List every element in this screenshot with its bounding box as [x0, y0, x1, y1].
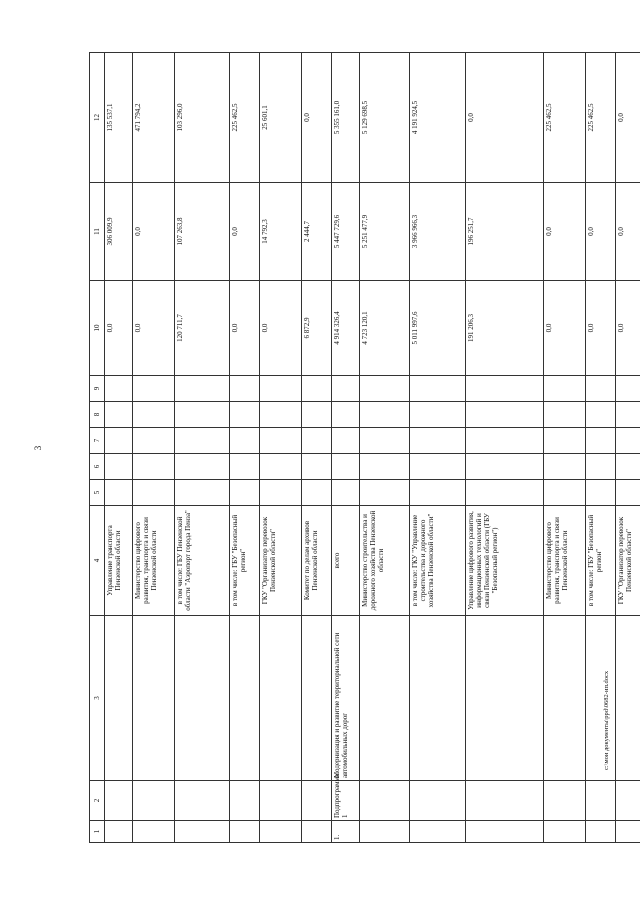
cell-c7: [544, 428, 586, 454]
cell-c8: [175, 402, 230, 428]
cell-c3: [360, 616, 410, 781]
cell-c11: 5 251 477,9: [360, 183, 410, 281]
cell-c6: [466, 454, 544, 480]
cell-c9: [466, 376, 544, 402]
page-number: 3: [33, 445, 43, 451]
cell-c10: 0,0: [586, 281, 616, 376]
footer-file-path: c:\мои документы\ppd\0682-ип.docx: [603, 670, 610, 770]
cell-c4: в том числе: ГБУ "Безопасный регион": [586, 506, 616, 616]
cell-c10: 4 914 326,4: [332, 281, 360, 376]
cell-c9: [544, 376, 586, 402]
header-cell: 6: [90, 454, 105, 480]
cell-c11: 196 251,7: [466, 183, 544, 281]
cell-c11: 0,0: [544, 183, 586, 281]
cell-c10: 0,0: [616, 281, 640, 376]
cell-c5: [616, 480, 640, 506]
cell-c1: [302, 821, 332, 843]
budget-table: [89, 52, 640, 843]
cell-c9: [133, 376, 175, 402]
table-row: [410, 53, 466, 843]
cell-c5: [586, 480, 616, 506]
table-row: [133, 53, 175, 843]
cell-c4: Министерство цифрового развития, транспорта и связи Пензенской области: [544, 506, 586, 616]
cell-c10: 0,0: [544, 281, 586, 376]
header-cell: 1: [90, 821, 105, 843]
header-cell: 3: [90, 616, 105, 781]
cell-c6: [175, 454, 230, 480]
cell-c9: [616, 376, 640, 402]
cell-c4: ГКУ "Организатор перевозок Пензенской области": [260, 506, 302, 616]
cell-c2: [260, 781, 302, 821]
cell-c2: [230, 781, 260, 821]
cell-c6: [302, 454, 332, 480]
cell-c5: [410, 480, 466, 506]
cell-c1: [544, 821, 586, 843]
cell-c1: 1.: [332, 821, 360, 843]
cell-c6: [230, 454, 260, 480]
table-row: [302, 53, 332, 843]
cell-c6: [544, 454, 586, 480]
cell-c5: [466, 480, 544, 506]
cell-c11: 0,0: [586, 183, 616, 281]
cell-c6: [133, 454, 175, 480]
cell-c6: [332, 454, 360, 480]
cell-c4: Комитет по делам архивов Пензенской области: [302, 506, 332, 616]
cell-c9: [105, 376, 133, 402]
cell-c6: [410, 454, 466, 480]
cell-c3: Модернизация и развитие территориальной сети автомобильных дорог: [332, 616, 360, 781]
cell-c3: [175, 616, 230, 781]
cell-c4: ГКУ "Организатор перевозок Пензенской области": [616, 506, 640, 616]
cell-c7: [302, 428, 332, 454]
table-row: [105, 53, 133, 843]
cell-c8: [230, 402, 260, 428]
cell-c12: 0,0: [616, 53, 640, 183]
cell-c7: [616, 428, 640, 454]
cell-c8: [260, 402, 302, 428]
cell-c8: [410, 402, 466, 428]
cell-c9: [230, 376, 260, 402]
header-cell: 10: [90, 281, 105, 376]
cell-c12: 103 296,0: [175, 53, 230, 183]
cell-c6: [616, 454, 640, 480]
cell-c12: 5 129 698,5: [360, 53, 410, 183]
cell-c7: [175, 428, 230, 454]
cell-c3: [230, 616, 260, 781]
cell-c2: [410, 781, 466, 821]
cell-c7: [105, 428, 133, 454]
cell-c12: 5 355 161,0: [332, 53, 360, 183]
cell-c2: [466, 781, 544, 821]
cell-c12: 225 462,5: [586, 53, 616, 183]
cell-c8: [466, 402, 544, 428]
cell-c2: [302, 781, 332, 821]
cell-c3: [616, 616, 640, 781]
table-row: [332, 53, 360, 843]
cell-c9: [302, 376, 332, 402]
cell-c11: 0,0: [616, 183, 640, 281]
cell-c4: в том числе: ГБУ "Безопасный регион": [230, 506, 260, 616]
cell-c3: [260, 616, 302, 781]
cell-c1: [260, 821, 302, 843]
cell-c2: [586, 781, 616, 821]
cell-c6: [586, 454, 616, 480]
header-cell: 11: [90, 183, 105, 281]
cell-c7: [133, 428, 175, 454]
cell-c8: [586, 402, 616, 428]
cell-c5: [105, 480, 133, 506]
cell-c12: 135 537,1: [105, 53, 133, 183]
cell-c8: [360, 402, 410, 428]
cell-c8: [544, 402, 586, 428]
cell-c8: [133, 402, 175, 428]
cell-c12: 4 191 924,5: [410, 53, 466, 183]
cell-c5: [175, 480, 230, 506]
cell-c5: [332, 480, 360, 506]
cell-c2: Подпрограмма 1: [332, 781, 360, 821]
cell-c9: [260, 376, 302, 402]
cell-c1: [466, 821, 544, 843]
cell-c1: [616, 821, 640, 843]
cell-c5: [544, 480, 586, 506]
table-row: [616, 53, 640, 843]
cell-c8: [332, 402, 360, 428]
cell-c3: [302, 616, 332, 781]
cell-c2: [616, 781, 640, 821]
cell-c2: [360, 781, 410, 821]
header-cell: 7: [90, 428, 105, 454]
cell-c1: [360, 821, 410, 843]
cell-c1: [133, 821, 175, 843]
header-cell: 9: [90, 376, 105, 402]
cell-c4: Министерство строительства и дорожного хозяйства Пензенской области: [360, 506, 410, 616]
cell-c2: [105, 781, 133, 821]
table-row: [175, 53, 230, 843]
table-body: [105, 53, 640, 843]
cell-c3: [133, 616, 175, 781]
cell-c3: [105, 616, 133, 781]
header-cell: 4: [90, 506, 105, 616]
cell-c11: 107 263,8: [175, 183, 230, 281]
cell-c8: [105, 402, 133, 428]
cell-c10: 120 711,7: [175, 281, 230, 376]
cell-c7: [230, 428, 260, 454]
cell-c8: [616, 402, 640, 428]
cell-c10: 0,0: [133, 281, 175, 376]
cell-c3: [586, 616, 616, 781]
table-row: [360, 53, 410, 843]
cell-c11: 5 447 729,6: [332, 183, 360, 281]
cell-c9: [410, 376, 466, 402]
table-row: [544, 53, 586, 843]
header-cell: 5: [90, 480, 105, 506]
cell-c9: [360, 376, 410, 402]
cell-c10: 0,0: [230, 281, 260, 376]
cell-c10: 0,0: [260, 281, 302, 376]
cell-c10: 6 872,9: [302, 281, 332, 376]
cell-c3: [544, 616, 586, 781]
cell-c1: [105, 821, 133, 843]
cell-c4: Министерство цифрового развития, транспорта и связи Пензенской области: [133, 506, 175, 616]
cell-c11: 306 009,9: [105, 183, 133, 281]
cell-c7: [466, 428, 544, 454]
cell-c11: 2 444,7: [302, 183, 332, 281]
cell-c1: [586, 821, 616, 843]
cell-c10: 5 011 997,6: [410, 281, 466, 376]
cell-c4: в том числе: ГБУ Пензенской области "Аэропорт города Пенза": [175, 506, 230, 616]
cell-c5: [230, 480, 260, 506]
cell-c12: 225 462,5: [230, 53, 260, 183]
cell-c5: [260, 480, 302, 506]
cell-c1: [230, 821, 260, 843]
cell-c11: 14 792,3: [260, 183, 302, 281]
cell-c7: [410, 428, 466, 454]
header-cell: 12: [90, 53, 105, 183]
cell-c5: [133, 480, 175, 506]
cell-c12: 471 794,2: [133, 53, 175, 183]
cell-c6: [105, 454, 133, 480]
cell-c4: всего: [332, 506, 360, 616]
table-row: [230, 53, 260, 843]
cell-c2: [175, 781, 230, 821]
cell-c2: [133, 781, 175, 821]
cell-c7: [360, 428, 410, 454]
cell-c10: 0,0: [105, 281, 133, 376]
cell-c7: [260, 428, 302, 454]
cell-c10: 4 723 120,1: [360, 281, 410, 376]
cell-c11: 0,0: [230, 183, 260, 281]
cell-c1: [410, 821, 466, 843]
cell-c7: [332, 428, 360, 454]
cell-c11: 0,0: [133, 183, 175, 281]
header-row: [90, 53, 105, 843]
table-row: [466, 53, 544, 843]
cell-c11: 3 966 966,3: [410, 183, 466, 281]
cell-c12: 0,0: [302, 53, 332, 183]
cell-c12: 25 601,1: [260, 53, 302, 183]
table-row: [586, 53, 616, 843]
cell-c1: [175, 821, 230, 843]
cell-c2: [544, 781, 586, 821]
cell-c3: [410, 616, 466, 781]
cell-c4: в том числе: ГКУ "Управление строительства и дорожного хозяйства Пензенской области": [410, 506, 466, 616]
cell-c5: [360, 480, 410, 506]
header-cell: 8: [90, 402, 105, 428]
cell-c4: Управление транспорта Пензенской области: [105, 506, 133, 616]
cell-c4: Управление цифрового развития, информационных технологий и связи Пензенской области (ГБУ "Безопасный регион"): [466, 506, 544, 616]
cell-c6: [260, 454, 302, 480]
cell-c10: 191 206,3: [466, 281, 544, 376]
table-row: [260, 53, 302, 843]
header-cell: 2: [90, 781, 105, 821]
cell-c12: 225 462,5: [544, 53, 586, 183]
cell-c9: [586, 376, 616, 402]
cell-c6: [360, 454, 410, 480]
cell-c7: [586, 428, 616, 454]
cell-c5: [302, 480, 332, 506]
cell-c3: [466, 616, 544, 781]
cell-c9: [175, 376, 230, 402]
cell-c12: 0,0: [466, 53, 544, 183]
cell-c9: [332, 376, 360, 402]
cell-c8: [302, 402, 332, 428]
